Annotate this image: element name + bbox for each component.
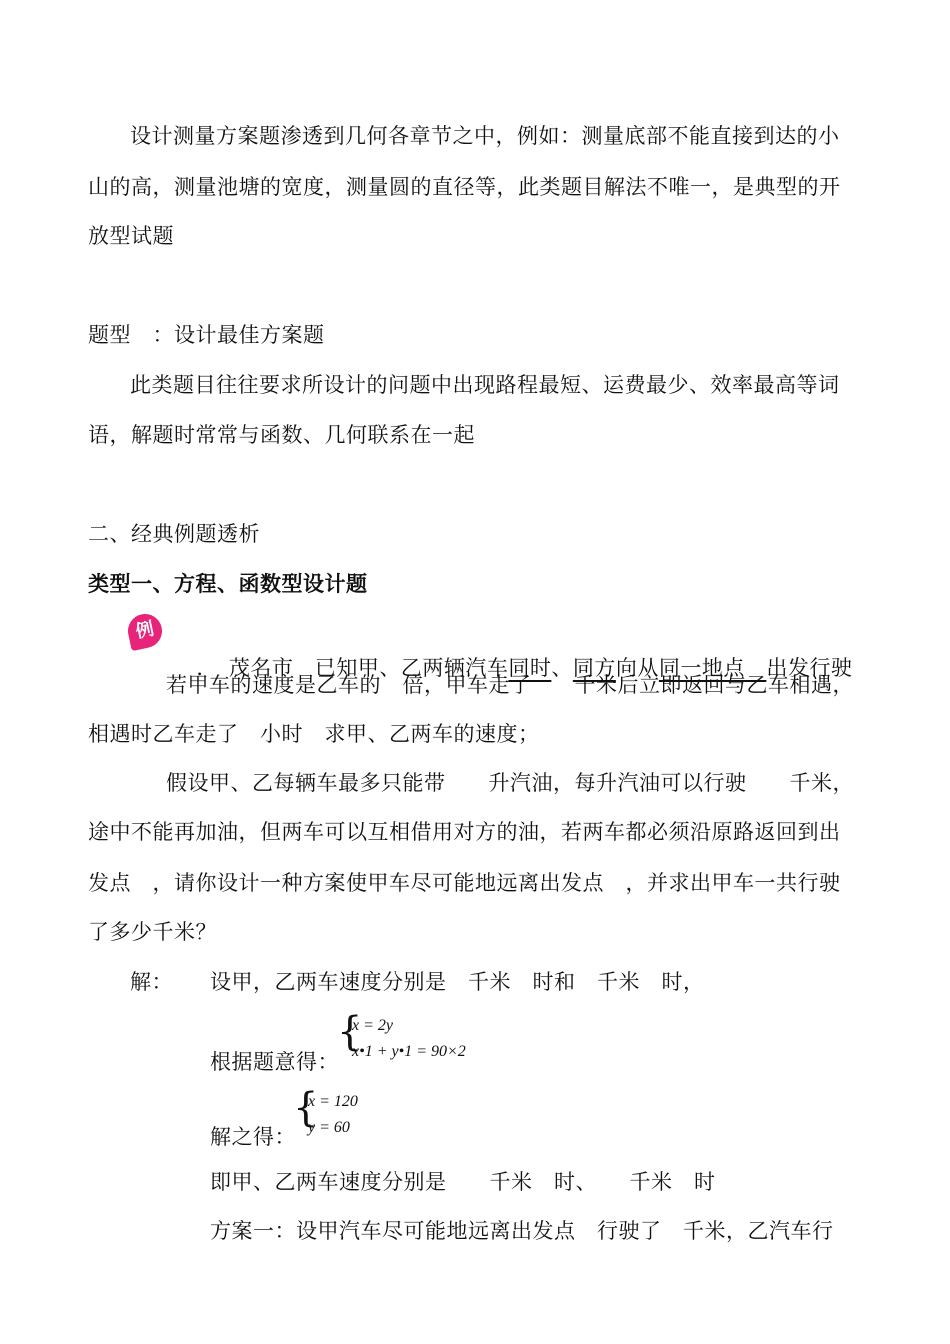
equation-brace: { — [337, 1009, 363, 1055]
example-line: 途中不能再加油，但两车可以互相借用对方的油，若两车都必须沿原路返回到出 — [88, 820, 841, 844]
paragraph-line: 山的高，测量池塘的宽度，测量圆的直径等，此类题目解法不唯一，是典型的开 — [88, 175, 841, 199]
question-type-heading: 题型 ：设计最佳方案题 — [88, 323, 325, 347]
example-line: 了多少千米？ — [88, 920, 217, 944]
example-line: 假设甲、乙每辆车最多只能带 升汽油，每升汽油可以行驶 千米， — [166, 771, 854, 795]
example-line: 若甲车的速度是乙车的 倍，甲车走了 千米后立即返回与乙车相遇， — [166, 673, 854, 697]
solution-line: 即甲、乙两车速度分别是 千米 时、 千米 时 — [210, 1170, 716, 1194]
example-line: 相遇时乙车走了 小时 求甲、乙两车的速度； — [88, 722, 540, 746]
section-heading: 二、经典例题透析 — [88, 522, 260, 546]
example-text: 向从 — [615, 656, 659, 680]
solution-line: 方案一：设甲汽车尽可能地远离出发点 行驶了 千米，乙汽车行 — [210, 1219, 834, 1243]
example-line: 发点 ，请你设计一种方案使甲车尽可能地远离出发点 ，并求出甲车一共行驶 — [88, 871, 841, 895]
paragraph-line: 语，解题时常常与函数、几何联系在一起 — [88, 423, 475, 447]
solution-line: 解之得： — [210, 1125, 296, 1149]
example-text: 出发行驶 — [766, 656, 853, 680]
underlined-term: 同一地点 — [658, 656, 767, 680]
example-text: 、 — [551, 656, 573, 680]
equation-brace: { — [293, 1085, 319, 1131]
example-badge: 例 — [125, 611, 165, 651]
equation-line: y = 60 — [308, 1119, 350, 1136]
paragraph-line: 设计测量方案题渗透到几何各章节之中，例如：测量底部不能直接到达的小 — [130, 124, 840, 148]
example-text: ． 茂名市 已知甲、乙两辆汽车 — [196, 656, 509, 680]
paragraph-line: 此类题目往往要求所设计的问题中出现路程最短、运费最少、效率最高等词 — [130, 373, 840, 397]
type-heading: 类型一、方程、函数型设计题 — [88, 572, 368, 596]
solution-line: 设甲，乙两车速度分别是 千米 时和 千米 时， — [210, 970, 705, 994]
solution-label: 解： — [130, 970, 173, 994]
underlined-term: 同时 — [508, 656, 552, 680]
equation-line: x = 2y — [352, 1017, 393, 1034]
paragraph-line: 放型试题 — [88, 224, 174, 248]
equation-line: x = 120 — [308, 1093, 358, 1110]
solution-line: 根据题意得： — [210, 1050, 339, 1074]
equation-line: x•1 + y•1 = 90×2 — [352, 1043, 466, 1060]
underlined-term: 同方 — [572, 656, 616, 680]
